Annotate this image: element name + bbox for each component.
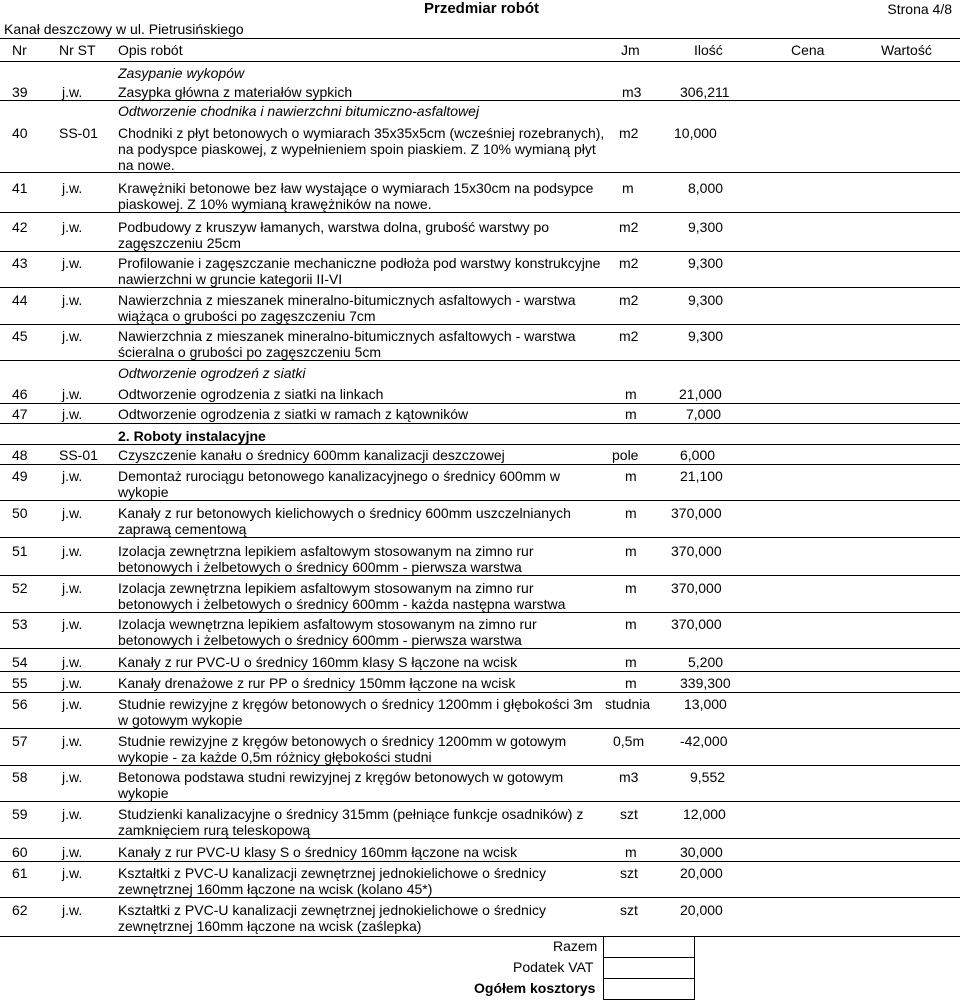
row-number: 59 bbox=[12, 806, 28, 822]
row-spec: j.w. bbox=[62, 468, 83, 484]
row-unit: pole bbox=[612, 447, 639, 463]
section-heading: Zasypanie wykopów bbox=[118, 65, 245, 81]
col-quantity: Ilość bbox=[694, 42, 723, 58]
row-quantity: 7,000 bbox=[686, 406, 722, 422]
summary-grand-total-label: Ogółem kosztorys bbox=[474, 980, 596, 996]
row-spec: j.w. bbox=[62, 654, 83, 670]
table-row bbox=[0, 292, 960, 325]
row-number: 45 bbox=[12, 328, 28, 344]
row-spec: j.w. bbox=[62, 386, 83, 402]
summary-vat-value-box bbox=[603, 957, 695, 979]
table-row bbox=[0, 505, 960, 538]
row-unit: szt bbox=[620, 865, 638, 881]
table-row bbox=[0, 844, 960, 862]
row-quantity: 339,300 bbox=[680, 675, 731, 691]
row-unit: m2 bbox=[619, 219, 639, 235]
row-description: Zasypka główna z materiałów sypkich bbox=[118, 84, 353, 100]
row-spec: j.w. bbox=[62, 844, 83, 860]
table-row bbox=[0, 219, 960, 252]
row-description: Kształtki z PVC-U kanalizacji zewnętrznej jednokielichowe o średnicy zewnętrznej 160mm łączone na wcisk (zaślepka) bbox=[118, 902, 546, 934]
table-row bbox=[0, 180, 960, 213]
table-row bbox=[0, 406, 960, 424]
table-row bbox=[0, 675, 960, 693]
row-quantity: 21,000 bbox=[679, 386, 722, 402]
row-number: 48 bbox=[12, 447, 28, 463]
table-row bbox=[0, 769, 960, 802]
row-unit: m2 bbox=[619, 125, 639, 141]
table-row bbox=[0, 468, 960, 501]
row-description: Nawierzchnia z mieszanek mineralno-bitumicznych asfaltowych - warstwa ścieralna o grubości po zagęszczeniu 5cm bbox=[118, 328, 576, 360]
row-spec: j.w. bbox=[62, 292, 83, 308]
row-number: 40 bbox=[12, 125, 28, 141]
row-number: 62 bbox=[12, 902, 28, 918]
row-unit: m2 bbox=[619, 328, 639, 344]
section-rule bbox=[0, 444, 960, 445]
row-number: 54 bbox=[12, 654, 28, 670]
row-unit: m2 bbox=[619, 255, 639, 271]
row-unit: szt bbox=[620, 806, 638, 822]
row-spec: j.w. bbox=[62, 865, 83, 881]
row-number: 42 bbox=[12, 219, 28, 235]
row-spec: j.w. bbox=[62, 406, 83, 422]
row-unit: m3 bbox=[622, 84, 642, 100]
row-unit: m2 bbox=[619, 292, 639, 308]
row-description: Kanały z rur PVC-U klasy S o średnicy 160mm łączone na wcisk bbox=[118, 844, 518, 860]
row-spec: j.w. bbox=[62, 84, 83, 100]
row-unit: m bbox=[625, 616, 637, 632]
table-row bbox=[0, 902, 960, 937]
row-quantity: 306,211 bbox=[680, 84, 730, 100]
table-row bbox=[0, 84, 960, 101]
row-unit: m bbox=[625, 468, 637, 484]
table-row bbox=[0, 806, 960, 839]
row-description: Izolacja zewnętrzna lepikiem asfaltowym stosowanym na zimno rur betonowych i żelbetowych o średnicy 600mm - pierwsza warstwa bbox=[118, 543, 534, 575]
row-number: 50 bbox=[12, 505, 28, 521]
row-spec: j.w. bbox=[62, 543, 83, 559]
row-spec: j.w. bbox=[62, 806, 83, 822]
row-spec: j.w. bbox=[62, 505, 83, 521]
row-spec: j.w. bbox=[62, 580, 83, 596]
row-number: 41 bbox=[12, 180, 28, 196]
row-unit: m bbox=[625, 675, 637, 691]
summary-grand-total-value-box bbox=[603, 978, 695, 1000]
table-row bbox=[0, 255, 960, 288]
column-header-row bbox=[0, 42, 960, 60]
row-description: Izolacja wewnętrzna lepikiem asfaltowym stosowanym na zimno rur betonowych i żelbetowych o średnicy 600mm - pierwsza warstwa bbox=[118, 616, 537, 648]
row-number: 53 bbox=[12, 616, 28, 632]
summary-total-label: Razem bbox=[553, 938, 598, 954]
row-number: 44 bbox=[12, 292, 28, 308]
row-spec: j.w. bbox=[62, 180, 83, 196]
row-quantity: 6,000 bbox=[680, 447, 716, 463]
row-description: Studnie rewizyjne z kręgów betonowych o średnicy 1200mm i głębokości 3m w gotowym wykopie bbox=[118, 696, 593, 728]
row-number: 47 bbox=[12, 406, 28, 422]
section-heading: Odtworzenie ogrodzeń z siatki bbox=[118, 365, 306, 381]
row-unit: studnia bbox=[605, 696, 651, 712]
row-description: Kanały z rur betonowych kielichowych o średnicy 600mm uszczelnianych zaprawą cementową bbox=[118, 505, 571, 537]
row-description: Nawierzchnia z mieszanek mineralno-bitumicznych asfaltowych - warstwa wiążąca o grubości po zagęszczeniu 7cm bbox=[118, 292, 576, 324]
row-description: Odtworzenie ogrodzenia z siatki w ramach z kątowników bbox=[118, 406, 469, 422]
row-number: 51 bbox=[12, 543, 28, 559]
row-spec: SS-01 bbox=[59, 447, 98, 463]
row-quantity: 9,300 bbox=[688, 255, 724, 271]
row-quantity: 21,100 bbox=[680, 468, 723, 484]
row-number: 39 bbox=[12, 84, 28, 100]
row-spec: SS-01 bbox=[59, 125, 98, 141]
row-number: 61 bbox=[12, 865, 28, 881]
table-row bbox=[0, 616, 960, 649]
row-number: 43 bbox=[12, 255, 28, 271]
table-row bbox=[0, 654, 960, 672]
row-description: Krawężniki betonowe bez ław wystające o wymiarach 15x30cm na podsypce piaskowej. Z 10% wymianą krawężników na nowe. bbox=[118, 180, 594, 212]
section-heading: Odtworzenie chodnika i nawierzchni bitumiczno-asfaltowej bbox=[118, 103, 480, 119]
row-spec: j.w. bbox=[62, 255, 83, 271]
row-quantity: 9,552 bbox=[690, 769, 726, 785]
row-quantity: 5,200 bbox=[688, 654, 724, 670]
col-unit: Jm bbox=[621, 42, 640, 58]
row-spec: j.w. bbox=[62, 219, 83, 235]
row-quantity: -42,000 bbox=[680, 733, 728, 749]
row-unit: m bbox=[625, 386, 637, 402]
row-number: 58 bbox=[12, 769, 28, 785]
row-quantity: 10,000 bbox=[674, 125, 717, 141]
row-quantity: 370,000 bbox=[671, 580, 722, 596]
row-spec: j.w. bbox=[62, 328, 83, 344]
row-number: 60 bbox=[12, 844, 28, 860]
row-number: 52 bbox=[12, 580, 28, 596]
summary-vat-label: Podatek VAT bbox=[513, 959, 594, 975]
row-unit: m bbox=[625, 406, 637, 422]
row-quantity: 12,000 bbox=[683, 806, 726, 822]
col-value: Wartość bbox=[881, 42, 932, 58]
table-row bbox=[0, 865, 960, 898]
row-description: Chodniki z płyt betonowych o wymiarach 35x35x5cm (wcześniej rozebranych), na podyspce piaskowej, z wypełnieniem spoin piaskiem. Z 10% wymianą płyt na nowe. bbox=[118, 125, 605, 173]
table-row bbox=[0, 447, 960, 465]
row-spec: j.w. bbox=[62, 733, 83, 749]
row-quantity: 8,000 bbox=[688, 180, 724, 196]
row-quantity: 13,000 bbox=[684, 696, 727, 712]
row-quantity: 20,000 bbox=[680, 902, 723, 918]
row-description: Kształtki z PVC-U kanalizacji zewnętrznej jednokielichowe o średnicy zewnętrznej 160mm łączone na wcisk (kolano 45*) bbox=[118, 865, 546, 897]
row-number: 57 bbox=[12, 733, 28, 749]
header-rule-top bbox=[0, 38, 960, 39]
section-heading-main: 2. Roboty instalacyjne bbox=[118, 428, 266, 444]
col-description: Opis robót bbox=[118, 42, 183, 58]
row-description: Betonowa podstawa studni rewizyjnej z kręgów betonowych w gotowym wykopie bbox=[118, 769, 564, 801]
row-description: Odtworzenie ogrodzenia z siatki na linkach bbox=[118, 386, 384, 402]
row-description: Studnie rewizyjne z kręgów betonowych o średnicy 1200mm w gotowym wykopie - za każde 0,5m różnicy głębokości studni bbox=[118, 733, 567, 765]
row-unit: m bbox=[625, 580, 637, 596]
project-name: Kanał deszczowy w ul. Pietrusińskiego bbox=[4, 21, 244, 37]
row-number: 49 bbox=[12, 468, 28, 484]
row-description: Izolacja zewnętrzna lepikiem asfaltowym stosowanym na zimno rur betonowych i żelbetowych o średnicy 600mm - każda następna warstwa bbox=[118, 580, 566, 612]
row-unit: m bbox=[625, 543, 637, 559]
row-description: Podbudowy z kruszyw łamanych, warstwa dolna, grubość warstwy po zagęszczeniu 25cm bbox=[118, 219, 550, 251]
row-description: Demontaż rurociągu betonowego kanalizacyjnego o średnicy 600mm w wykopie bbox=[118, 468, 561, 500]
row-description: Studzienki kanalizacyjne o średnicy 315mm (pełniące funkcje osadników) z zamknięciem rurą teleskopową bbox=[118, 806, 584, 838]
table-row bbox=[0, 696, 960, 729]
row-quantity: 370,000 bbox=[671, 616, 722, 632]
col-nr-st: Nr ST bbox=[59, 42, 96, 58]
table-row bbox=[0, 125, 960, 173]
row-number: 55 bbox=[12, 675, 28, 691]
row-description: Czyszczenie kanału o średnicy 600mm kanalizacji deszczowej bbox=[118, 447, 505, 463]
col-nr: Nr bbox=[12, 42, 27, 58]
row-unit: m bbox=[625, 844, 637, 860]
row-quantity: 9,300 bbox=[688, 219, 724, 235]
row-quantity: 370,000 bbox=[671, 505, 722, 521]
row-quantity: 9,300 bbox=[688, 328, 724, 344]
row-spec: j.w. bbox=[62, 902, 83, 918]
table-row bbox=[0, 543, 960, 576]
page-number: Strona 4/8 bbox=[887, 1, 952, 17]
row-spec: j.w. bbox=[62, 675, 83, 691]
row-quantity: 20,000 bbox=[680, 865, 723, 881]
row-description: Kanały z rur PVC-U o średnicy 160mm klasy S łączone na wcisk bbox=[118, 654, 518, 670]
row-description: Kanały drenażowe z rur PP o średnicy 150mm łączone na wcisk bbox=[118, 675, 516, 691]
row-number: 56 bbox=[12, 696, 28, 712]
col-price: Cena bbox=[791, 42, 825, 58]
row-number: 46 bbox=[12, 386, 28, 402]
summary-total-value-box bbox=[603, 936, 695, 958]
table-row bbox=[0, 580, 960, 613]
row-description: Profilowanie i zagęszczanie mechaniczne podłoża pod warstwy konstrukcyjne nawierzchni w gruncie kategorii II-VI bbox=[118, 255, 601, 287]
row-unit: szt bbox=[620, 902, 638, 918]
header-rule-bottom bbox=[0, 61, 960, 62]
row-unit: m3 bbox=[619, 769, 639, 785]
row-unit: m bbox=[625, 505, 637, 521]
row-quantity: 370,000 bbox=[671, 543, 722, 559]
table-row bbox=[0, 733, 960, 766]
row-unit: m bbox=[622, 180, 634, 196]
row-spec: j.w. bbox=[62, 696, 83, 712]
document-title: Przedmiar robót bbox=[424, 0, 540, 17]
row-quantity: 30,000 bbox=[680, 844, 723, 860]
row-unit: m bbox=[625, 654, 637, 670]
row-unit: 0,5m bbox=[613, 733, 645, 749]
table-row bbox=[0, 386, 960, 404]
table-row bbox=[0, 328, 960, 361]
row-quantity: 9,300 bbox=[688, 292, 724, 308]
row-spec: j.w. bbox=[62, 616, 83, 632]
row-spec: j.w. bbox=[62, 769, 83, 785]
